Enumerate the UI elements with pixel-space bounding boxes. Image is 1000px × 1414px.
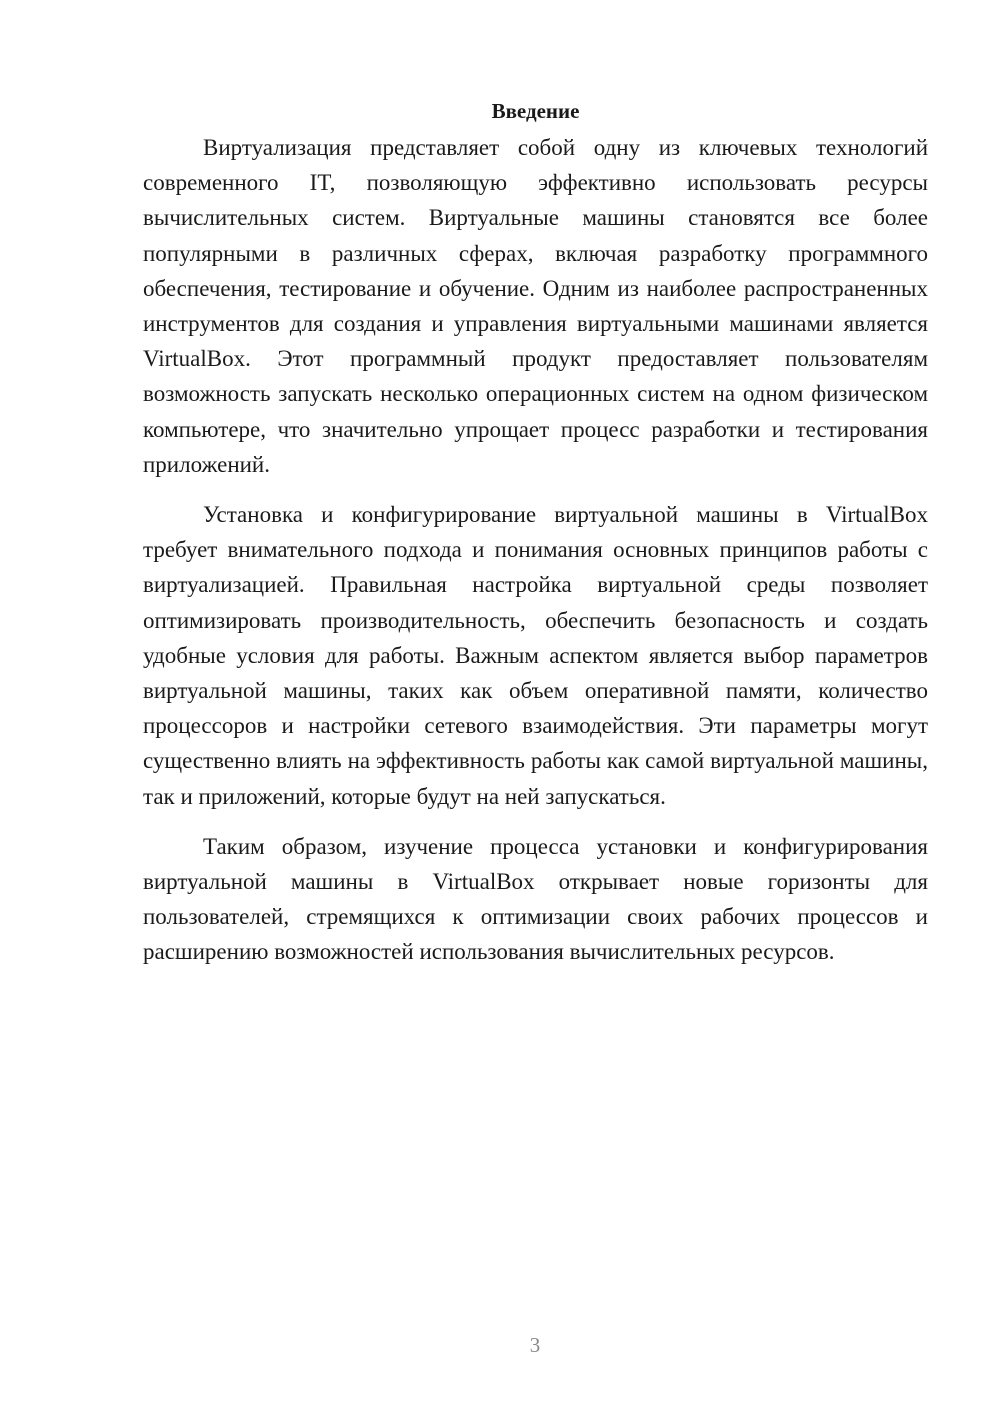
section-title: Введение [491,99,580,123]
document-page [143,96,928,985]
intro-paragraph-3: Таким образом, изучение процесса установки и конфигурирования виртуальной машины в VirtualBox открывает новые горизонты для пользователей, стремящихся к оптимизации своих рабочих процессов и расширению возможностей использования вычислительных ресурсов. [143,833,928,965]
intro-paragraph-2: Установка и конфигурирование виртуальной машины в VirtualBox требует внимательного подхода и понимания основных принципов работы с виртуализацией. Правильная настройка виртуальной среды позволяет оптимизировать производительность, обеспечить безопасность и создать удобные условия для работы. Важным аспектом является выбор параметров виртуальной машины, таких как объем оперативной памяти, количество процессоров и настройки сетевого взаимодействия. Эти параметры могут существенно влиять на эффективность работы как самой виртуальной машины, так и приложений, которые будут на ней запускаться. [143,502,928,809]
intro-paragraph-1: Виртуализация представляет собой одну из ключевых технологий современного IT, позволяющую эффективно использовать ресурсы вычислительных систем. Виртуальные машины становятся все более популярными в различных сферах, включая разработку программного обеспечения, тестирование и обучение. Одним из наиболее распространенных инструментов для создания и управления виртуальными машинами является VirtualBox. Этот программный продукт предоставляет пользователям возможность запускать несколько операционных систем на одном физическом компьютере, что значительно упрощает процесс разработки и тестирования приложений. [143,135,928,477]
page-number: 3 [529,1333,541,1357]
